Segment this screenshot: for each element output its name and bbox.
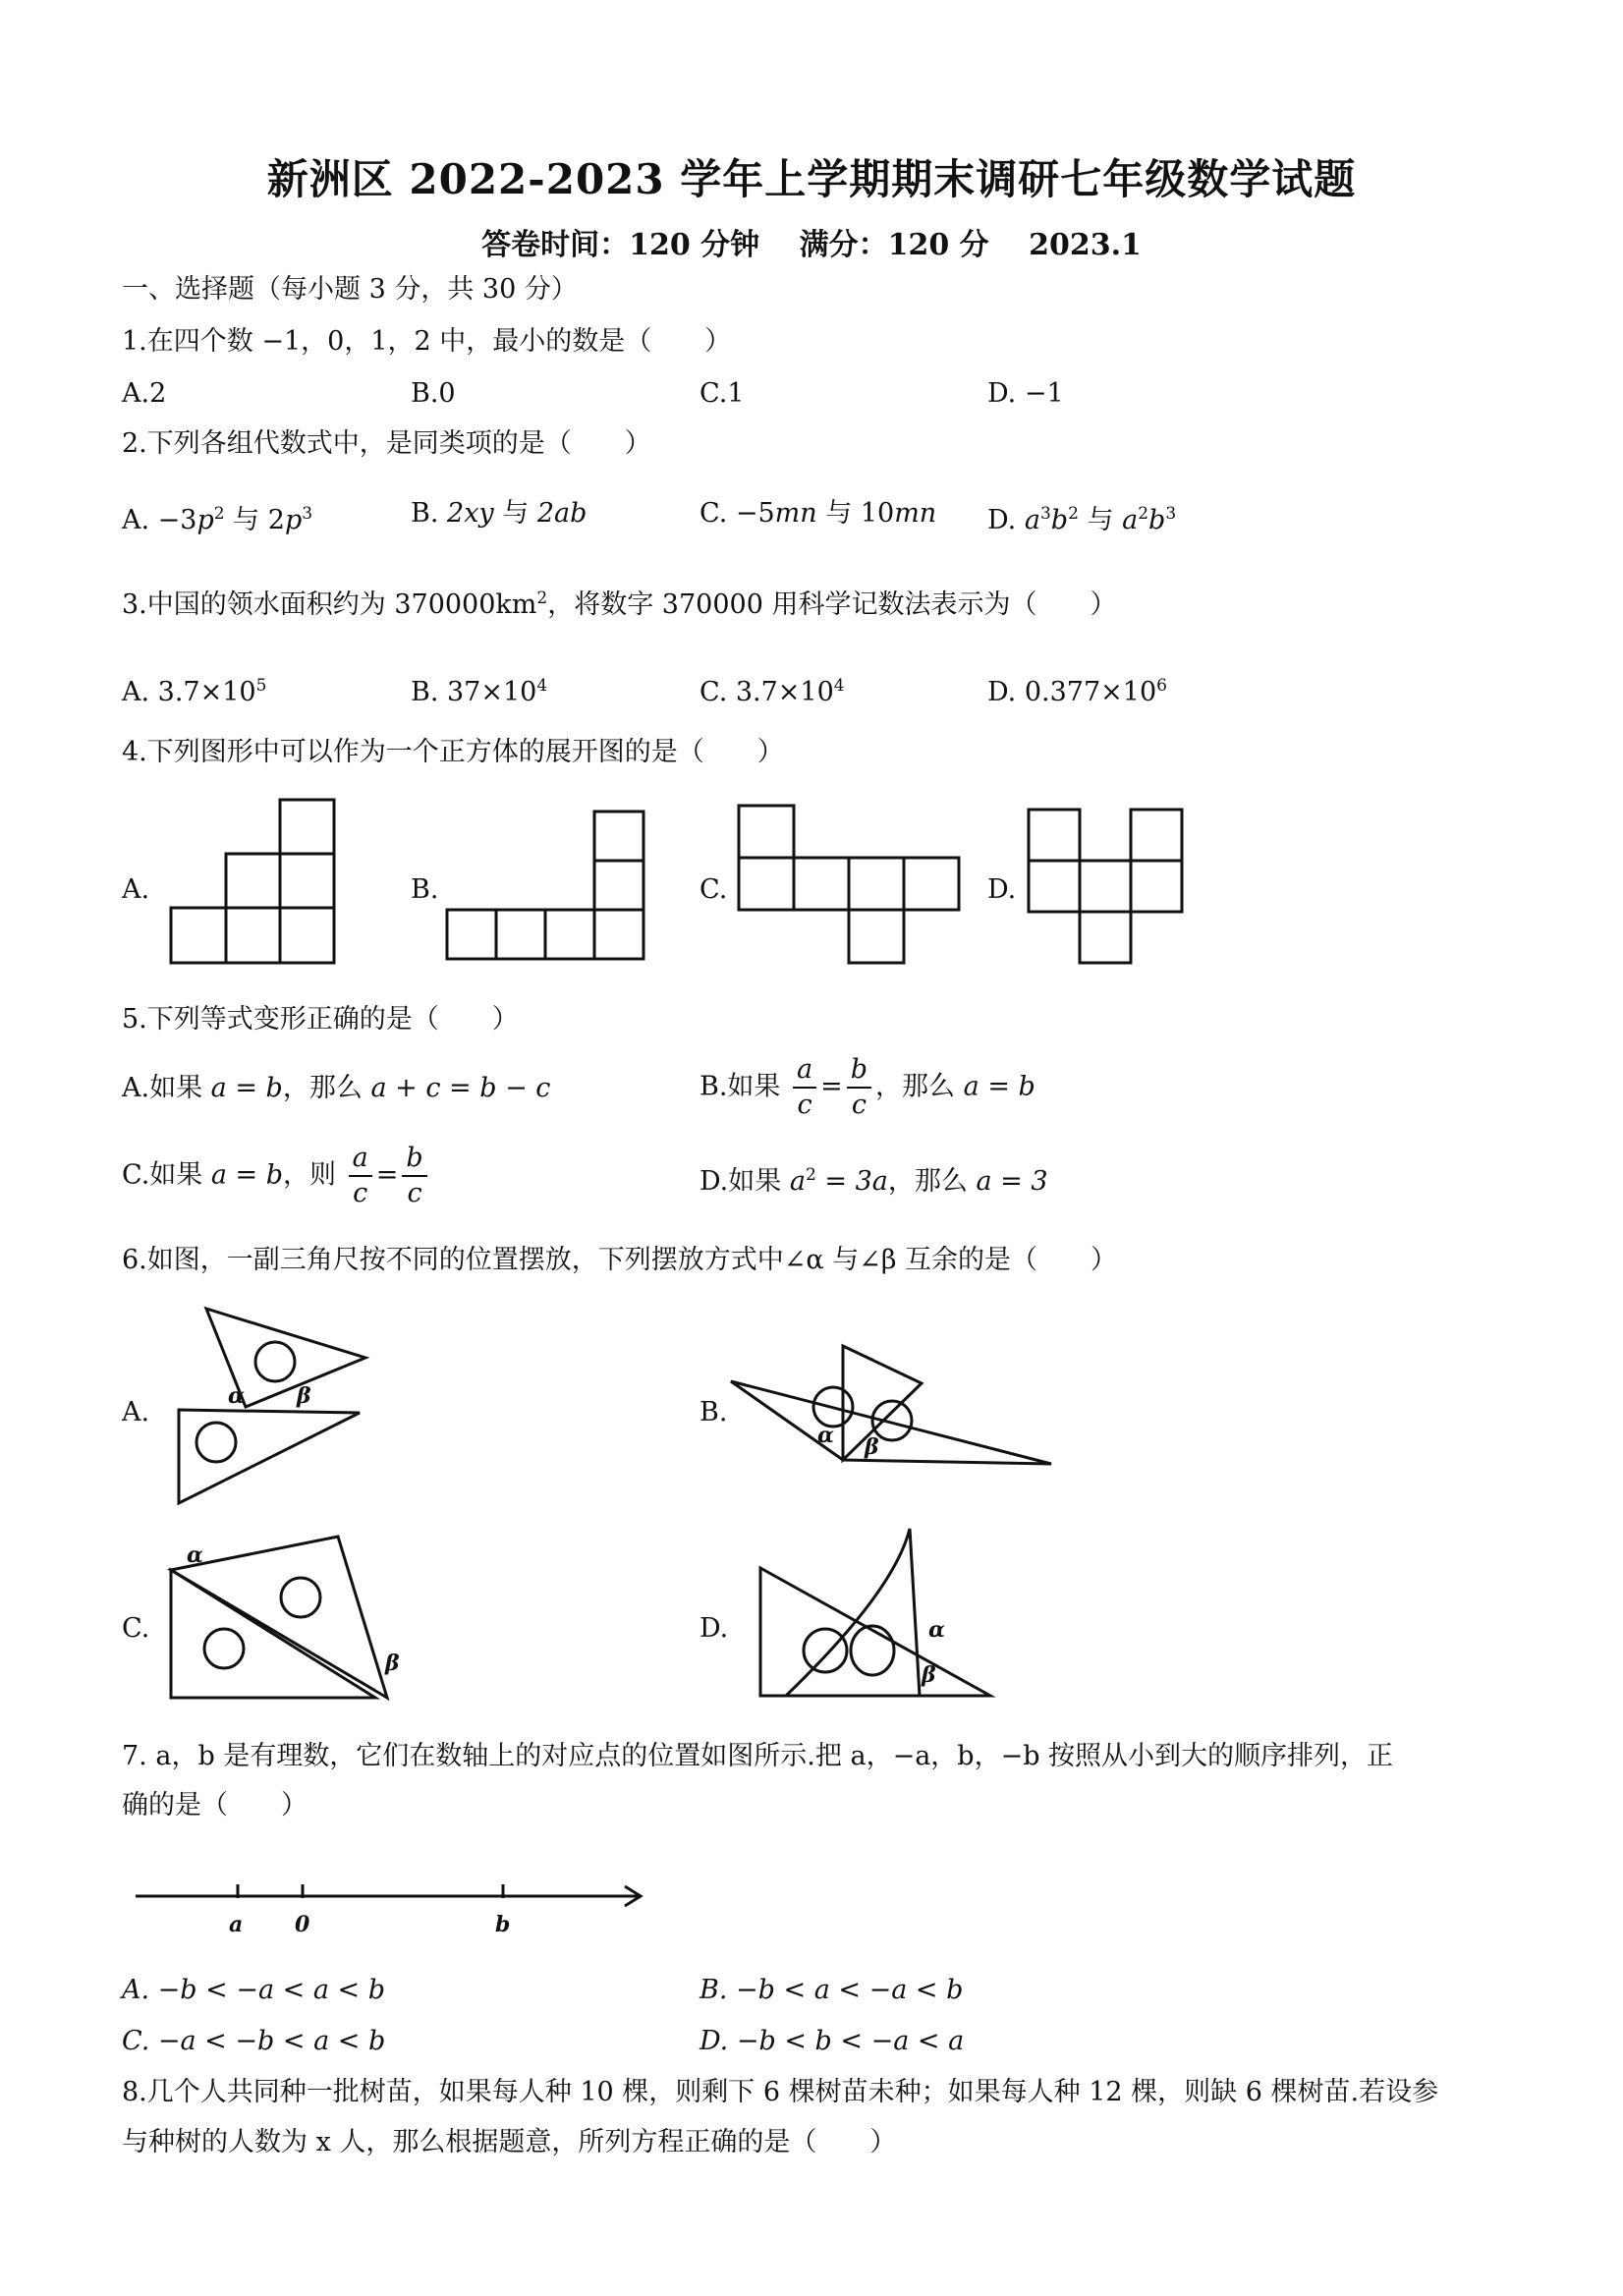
page-title: 新洲区 2022-2023 学年上学期期末调研七年级数学试题 [266, 155, 1357, 203]
q3-stem: 3.中国的领水面积约为 $370000km^2$，将数字 370000 用科学记数法表示为（ ） [122, 588, 1117, 620]
q8-stem-line2: 与种树的人数为 x 人，那么根据题意，所列方程正确的是（ ） [122, 2127, 897, 2157]
angle-beta-label: β [385, 1651, 400, 1676]
q4-stem: 4.下列图形中可以作为一个正方体的展开图的是（ ） [122, 737, 784, 767]
angle-alpha-label: α [187, 1542, 203, 1568]
q2-stem: 2.下列各组代数式中，是同类项的是（ ） [122, 428, 651, 459]
angle-beta-label: β [865, 1434, 879, 1460]
q4-net-c-figure [737, 804, 963, 971]
q6-figure-b [727, 1336, 1061, 1484]
q7-number-line-figure [128, 1867, 658, 1945]
q6-option-b: B. [700, 1397, 728, 1428]
q6-stem: 6.如图，一副三角尺按不同的位置摆放，下列摆放方式中∠α 与∠β 互余的是（ ） [122, 1245, 1118, 1275]
q3-option-d: D. $0.377\times 10^6$ [987, 676, 1167, 707]
number-line-label-0: 0 [295, 1912, 310, 1937]
q5-option-a: A.如果 a = b，那么 a + c = b − c [122, 1073, 551, 1103]
angle-alpha-label: α [928, 1617, 945, 1643]
angle-beta-label: β [297, 1383, 311, 1409]
q4-option-a: A. [122, 874, 150, 905]
q2-option-a: A. $-3p^2$ 与 $2p^3$ [122, 504, 313, 535]
number-line-label-b: b [495, 1912, 511, 1937]
q5-option-b: B.如果 $\frac{a}{c}$ = $\frac{b}{c}$ ，那么 a = b [700, 1054, 1035, 1120]
q6-figure-c [167, 1533, 422, 1709]
q1-option-d: D. −1 [987, 378, 1064, 409]
q8-stem-line1: 8.几个人共同种一批树苗，如果每人种 10 棵，则剩下 6 棵树苗未种；如果每人种 12 棵，则缺 6 棵树苗.若设参 [122, 2077, 1439, 2107]
q2-option-b: B. 2xy 与 2ab [411, 498, 588, 529]
q3-option-b: B. $37\times 10^4$ [411, 676, 548, 707]
q4-option-d: D. [987, 874, 1017, 905]
section-heading: 一、选择题（每小题 3 分，共 30 分） [122, 274, 578, 305]
number-line-label-a: a [229, 1912, 244, 1937]
q6-figure-a [167, 1297, 373, 1513]
q4-net-b-figure [447, 808, 653, 965]
q7-option-b: B. −b < a < −a < b [700, 1975, 964, 2005]
q4-net-a-figure [167, 796, 344, 968]
q3-option-c: C. $3.7\times 10^4$ [700, 676, 845, 707]
q7-option-a: A. −b < −a < a < b [122, 1975, 386, 2005]
angle-alpha-label: α [817, 1423, 834, 1448]
q1-option-b: B.0 [411, 378, 456, 409]
q7-option-d: D. −b < b < −a < a [700, 2026, 965, 2056]
q7-stem-line2: 确的是（ ） [122, 1790, 308, 1820]
q4-option-c: C. [700, 874, 728, 905]
q5-stem: 5.下列等式变形正确的是（ ） [122, 1004, 519, 1035]
q3-option-a: A. $3.7\times 10^5$ [122, 676, 267, 707]
angle-alpha-label: α [228, 1383, 245, 1409]
q6-figure-d [756, 1523, 1002, 1709]
q6-option-a: A. [122, 1397, 150, 1428]
q1-stem: 1.在四个数 −1，0，1，2 中，最小的数是（ ） [122, 326, 732, 357]
q4-net-d-figure [1027, 808, 1194, 975]
page-subtitle: 答卷时间：120 分钟 满分：120 分 2023.1 [481, 228, 1142, 262]
q6-option-c: C. [122, 1613, 150, 1644]
q5-option-d: D.如果 $a^2 = 3a$，那么 a = 3 [700, 1165, 1048, 1197]
q6-option-d: D. [700, 1613, 729, 1644]
q7-option-c: C. −a < −b < a < b [122, 2026, 386, 2056]
q2-option-d: D. $a^3b^2$ 与 $a^2b^3$ [987, 504, 1177, 535]
q1-option-a: A.2 [122, 378, 167, 409]
q2-option-c: C. −5mn 与 10mn [700, 498, 937, 529]
q4-option-b: B. [411, 874, 439, 905]
q7-stem-line1: 7. a，b 是有理数，它们在数轴上的对应点的位置如图所示.把 a，−a，b，−b 按照从小到大的顺序排列，正 [122, 1741, 1394, 1771]
q1-option-c: C.1 [700, 378, 745, 409]
angle-beta-label: β [922, 1662, 936, 1688]
q5-option-c: C.如果 a = b，则 $\frac{a}{c}$ = $\frac{b}{c}$ [122, 1142, 431, 1210]
